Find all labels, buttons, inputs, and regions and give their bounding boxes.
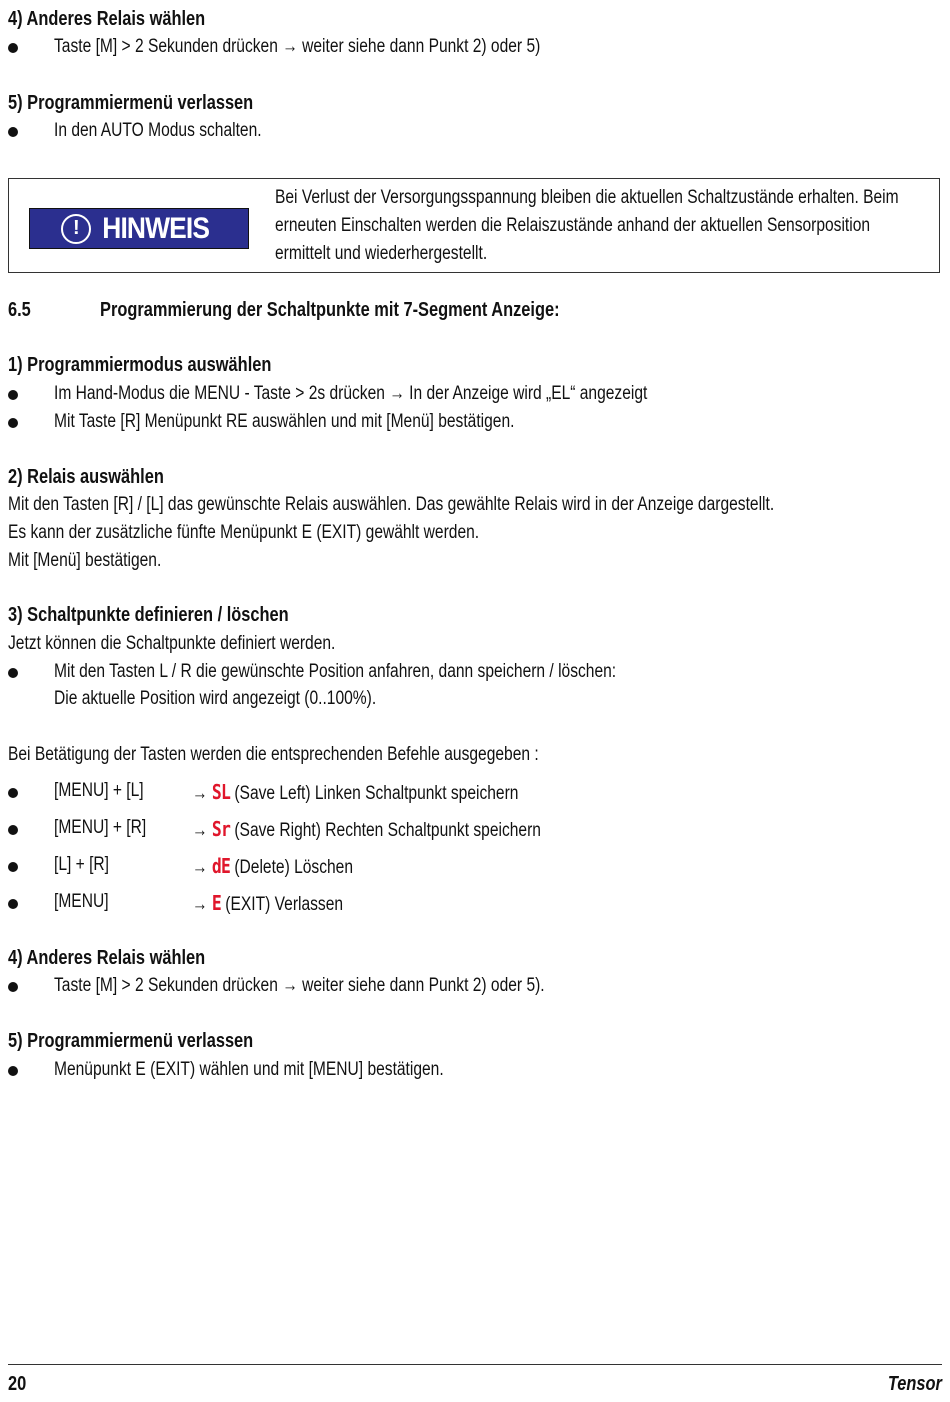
- paragraph-line: Bei Betätigung der Tasten werden die entsprechenden Befehle ausgegeben :: [8, 744, 539, 765]
- segment-display: Sr: [211, 817, 231, 841]
- command-row: [192, 891, 343, 916]
- item-text: Taste [M] > 2 Sekunden drücken: [54, 36, 278, 57]
- segment-display: dE: [211, 854, 231, 878]
- heading-programmiermodus: 1) Programmiermodus auswählen: [8, 354, 272, 376]
- arrow-icon: →: [282, 36, 298, 57]
- list-item-continuation: Die aktuelle Position wird angezeigt (0..100%).: [54, 688, 377, 709]
- arrow-icon: →: [192, 894, 208, 915]
- footer-rule: [8, 1364, 942, 1365]
- command-row: [192, 780, 518, 805]
- heading-menu-verlassen-2: 5) Programmiermenü verlassen: [8, 1030, 254, 1052]
- section-title: Programmierung der Schaltpunkte mit 7-Segment Anzeige:: [100, 299, 560, 321]
- heading-schaltpunkte: 3) Schaltpunkte definieren / löschen: [8, 604, 289, 626]
- hinweis-badge: [29, 208, 249, 249]
- list-item: Menüpunkt E (EXIT) wählen und mit [MENU] bestätigen.: [54, 1059, 444, 1080]
- heading-menu-verlassen-1: 5) Programmiermenü verlassen: [8, 92, 254, 114]
- note-line: Bei Verlust der Versorgungsspannung bleiben die aktuellen Schaltzustände erhalten. Beim: [275, 187, 899, 208]
- note-line: erneuten Einschalten werden die Relaiszustände anhand der aktuellen Sensorposition: [275, 215, 871, 236]
- bullet: [8, 418, 18, 428]
- item-text: Taste [M] > 2 Sekunden drücken: [54, 975, 278, 996]
- bullet: [8, 390, 18, 400]
- bullet: [8, 862, 18, 872]
- heading-relais-auswaehlen: 2) Relais auswählen: [8, 466, 164, 488]
- paragraph-line: Mit den Tasten [R] / [L] das gewünschte Relais auswählen. Das gewählte Relais wird in der Anzeige dargestellt.: [8, 494, 775, 515]
- item-suffix: In der Anzeige wird „EL“ angezeigt: [409, 383, 648, 404]
- bullet: [8, 668, 18, 678]
- list-item: [54, 975, 545, 997]
- paragraph-line: Mit [Menü] bestätigen.: [8, 550, 162, 571]
- arrow-icon: →: [282, 975, 298, 996]
- hinweis-box: [8, 178, 940, 273]
- command-keys: [MENU] + [L]: [54, 780, 144, 801]
- segment-display: E: [211, 891, 221, 915]
- bullet: [8, 982, 18, 992]
- command-text: (EXIT) Verlassen: [225, 894, 344, 915]
- paragraph-line: Jetzt können die Schaltpunkte definiert werden.: [8, 633, 336, 654]
- heading-anderes-relais-2: 4) Anderes Relais wählen: [8, 947, 206, 969]
- arrow-icon: →: [192, 820, 208, 841]
- command-keys: [MENU] + [R]: [54, 817, 147, 838]
- note-line: ermittelt und wiederhergestellt.: [275, 243, 488, 264]
- arrow-icon: →: [192, 857, 208, 878]
- segment-display: SL: [211, 780, 231, 804]
- item-suffix: weiter siehe dann Punkt 2) oder 5).: [302, 975, 545, 996]
- paragraph-line: Es kann der zusätzliche fünfte Menüpunkt E (EXIT) gewählt werden.: [8, 522, 480, 543]
- arrow-icon: →: [389, 383, 405, 404]
- list-item: In den AUTO Modus schalten.: [54, 120, 262, 141]
- list-item: Mit den Tasten L / R die gewünschte Position anfahren, dann speichern / löschen:: [54, 661, 617, 682]
- command-row: [192, 817, 541, 842]
- bullet: [8, 127, 18, 137]
- command-text: (Delete) Löschen: [234, 857, 354, 878]
- command-text: (Save Right) Rechten Schaltpunkt speichern: [234, 820, 541, 841]
- item-text: Im Hand-Modus die MENU - Taste > 2s drücken: [54, 383, 385, 404]
- list-item: [54, 383, 647, 405]
- bullet: [8, 43, 18, 53]
- bullet: [8, 788, 18, 798]
- item-suffix: weiter siehe dann Punkt 2) oder 5): [302, 36, 541, 57]
- list-item: [54, 36, 540, 58]
- command-keys: [MENU]: [54, 891, 109, 912]
- brand-name: Tensor: [887, 1373, 942, 1395]
- command-text: (Save Left) Linken Schaltpunkt speichern: [234, 783, 519, 804]
- list-item: Mit Taste [R] Menüpunkt RE auswählen und mit [Menü] bestätigen.: [54, 411, 515, 432]
- bullet: [8, 825, 18, 835]
- bullet: [8, 1066, 18, 1076]
- exclamation-icon: !: [61, 214, 91, 244]
- section-number: 6.5: [8, 299, 31, 321]
- arrow-icon: →: [192, 783, 208, 804]
- hinweis-label: HINWEIS: [102, 211, 210, 245]
- heading-anderes-relais-1: 4) Anderes Relais wählen: [8, 8, 206, 30]
- command-row: [192, 854, 353, 879]
- page-number: 20: [8, 1373, 27, 1395]
- command-keys: [L] + [R]: [54, 854, 109, 875]
- bullet: [8, 899, 18, 909]
